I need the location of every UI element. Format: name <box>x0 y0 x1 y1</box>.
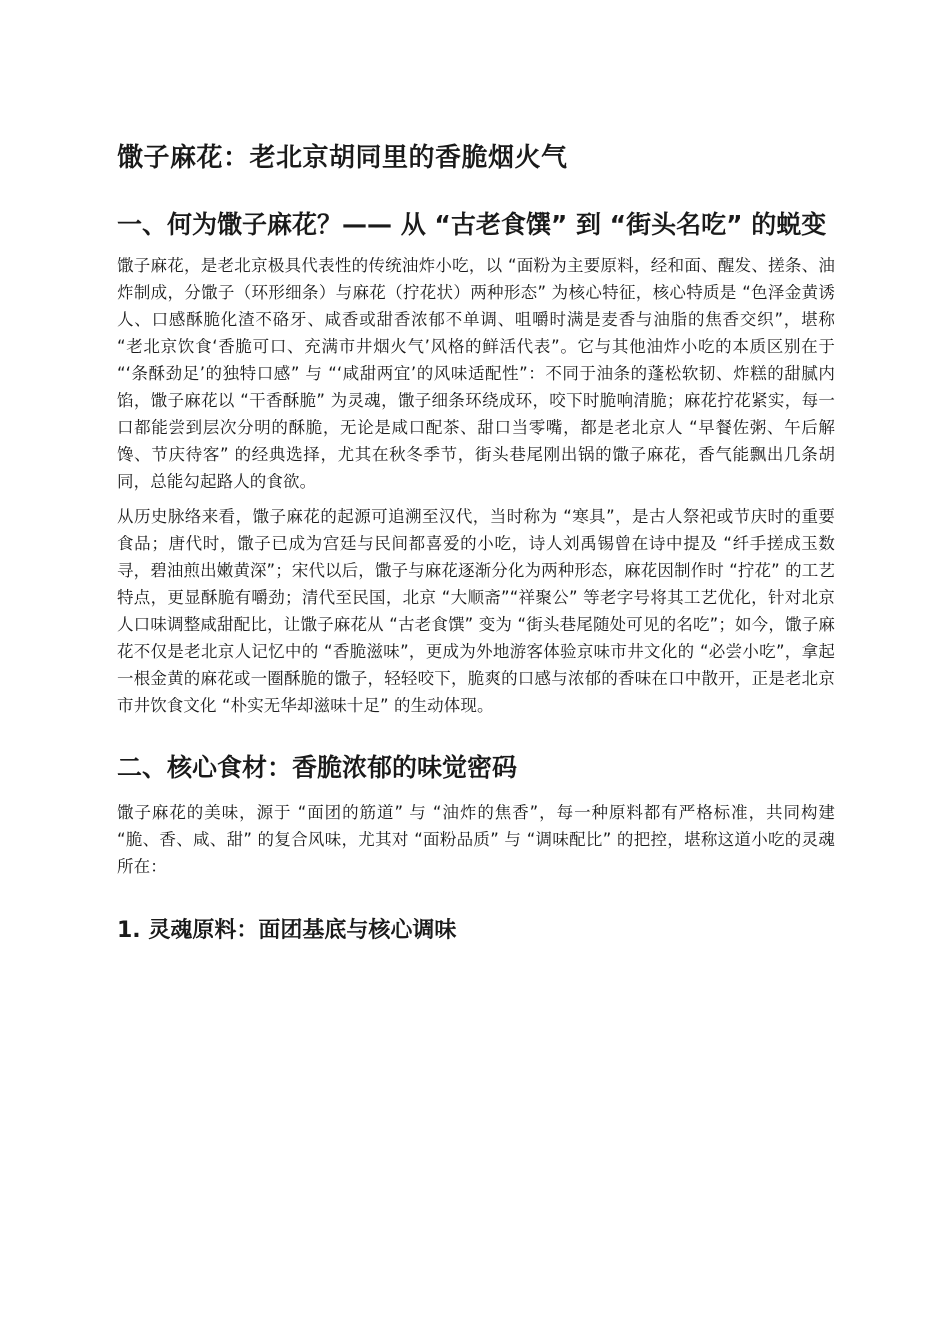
section-1 <box>117 206 835 719</box>
section-1-heading: 一、何为馓子麻花？—— 从 “古老食馔” 到 “街头名吃” 的蜕变 <box>117 210 827 240</box>
section-2-subheading: 1. 灵魂原料：面团基底与核心调味 <box>117 918 457 944</box>
section-1-paragraph-1: 馓子麻花，是老北京极具代表性的传统油炸小吃，以 “面粉为主要原料，经和面、醒发、搓条、油炸制成，分馓子（环形细条）与麻花（拧花状）两种形态” 为核心特征，核心特质是 “色泽金黄诱人、口感酥脆化渣不硌牙、咸香或甜香浓郁不单调、咀嚼时满是麦香与油脂的焦香交织”，堪称 “老北京饮食‘香脆可口、充满市井烟火气’风格的鲜活代表”。它与其他油炸小吃的本质区别在于 “‘条酥劲足’的独特口感” 与 “‘咸甜两宜’的风味适配性”：不同于油条的蓬松软韧、炸糕的甜腻内馅，馓子麻花以 “干香酥脆” 为灵魂，馓子细条环绕成环，咬下时脆响清脆；麻花拧花紧实，每一口都能尝到层次分明的酥脆，无论是咸口配茶、甜口当零嘴，都是老北京人 “早餐佐粥、午后解馋、节庆待客” 的经典选择，尤其在秋冬季节，街头巷尾刚出锅的馓子麻花，香气能飘出几条胡同，总能勾起路人的食欲。 <box>117 256 835 492</box>
document-title: 馓子麻花：老北京胡同里的香脆烟火气 <box>117 143 568 173</box>
document-page <box>117 140 835 947</box>
section-2 <box>117 749 835 947</box>
section-2-paragraph-1: 馓子麻花的美味，源于 “面团的筋道” 与 “油炸的焦香”，每一种原料都有严格标准，共同构建 “脆、香、咸、甜” 的复合风味，尤其对 “面粉品质” 与 “调味配比” 的把控，堪称这道小吃的灵魂所在： <box>117 803 835 877</box>
section-1-paragraph-2: 从历史脉络来看，馓子麻花的起源可追溯至汉代，当时称为 “寒具”，是古人祭祀或节庆时的重要食品；唐代时，馓子已成为宫廷与民间都喜爱的小吃，诗人刘禹锡曾在诗中提及 “纤手搓成玉数寻，碧油煎出嫩黄深”；宋代以后，馓子与麻花逐渐分化为两种形态，麻花因制作时 “拧花” 的工艺特点，更显酥脆有嚼劲；清代至民国，北京 “大顺斋”“祥聚公” 等老字号将其工艺优化，针对北京人口味调整咸甜配比，让馓子麻花从 “古老食馔” 变为 “街头巷尾随处可见的名吃”；如今，馓子麻花不仅是老北京人记忆中的 “香脆滋味”，更成为外地游客体验京味市井文化的 “必尝小吃”，拿起一根金黄的麻花或一圈酥脆的馓子，轻轻咬下，脆爽的口感与浓郁的香味在口中散开，正是老北京市井饮食文化 “朴实无华却滋味十足” 的生动体现。 <box>117 507 835 716</box>
section-2-heading: 二、核心食材：香脆浓郁的味觉密码 <box>117 753 518 783</box>
